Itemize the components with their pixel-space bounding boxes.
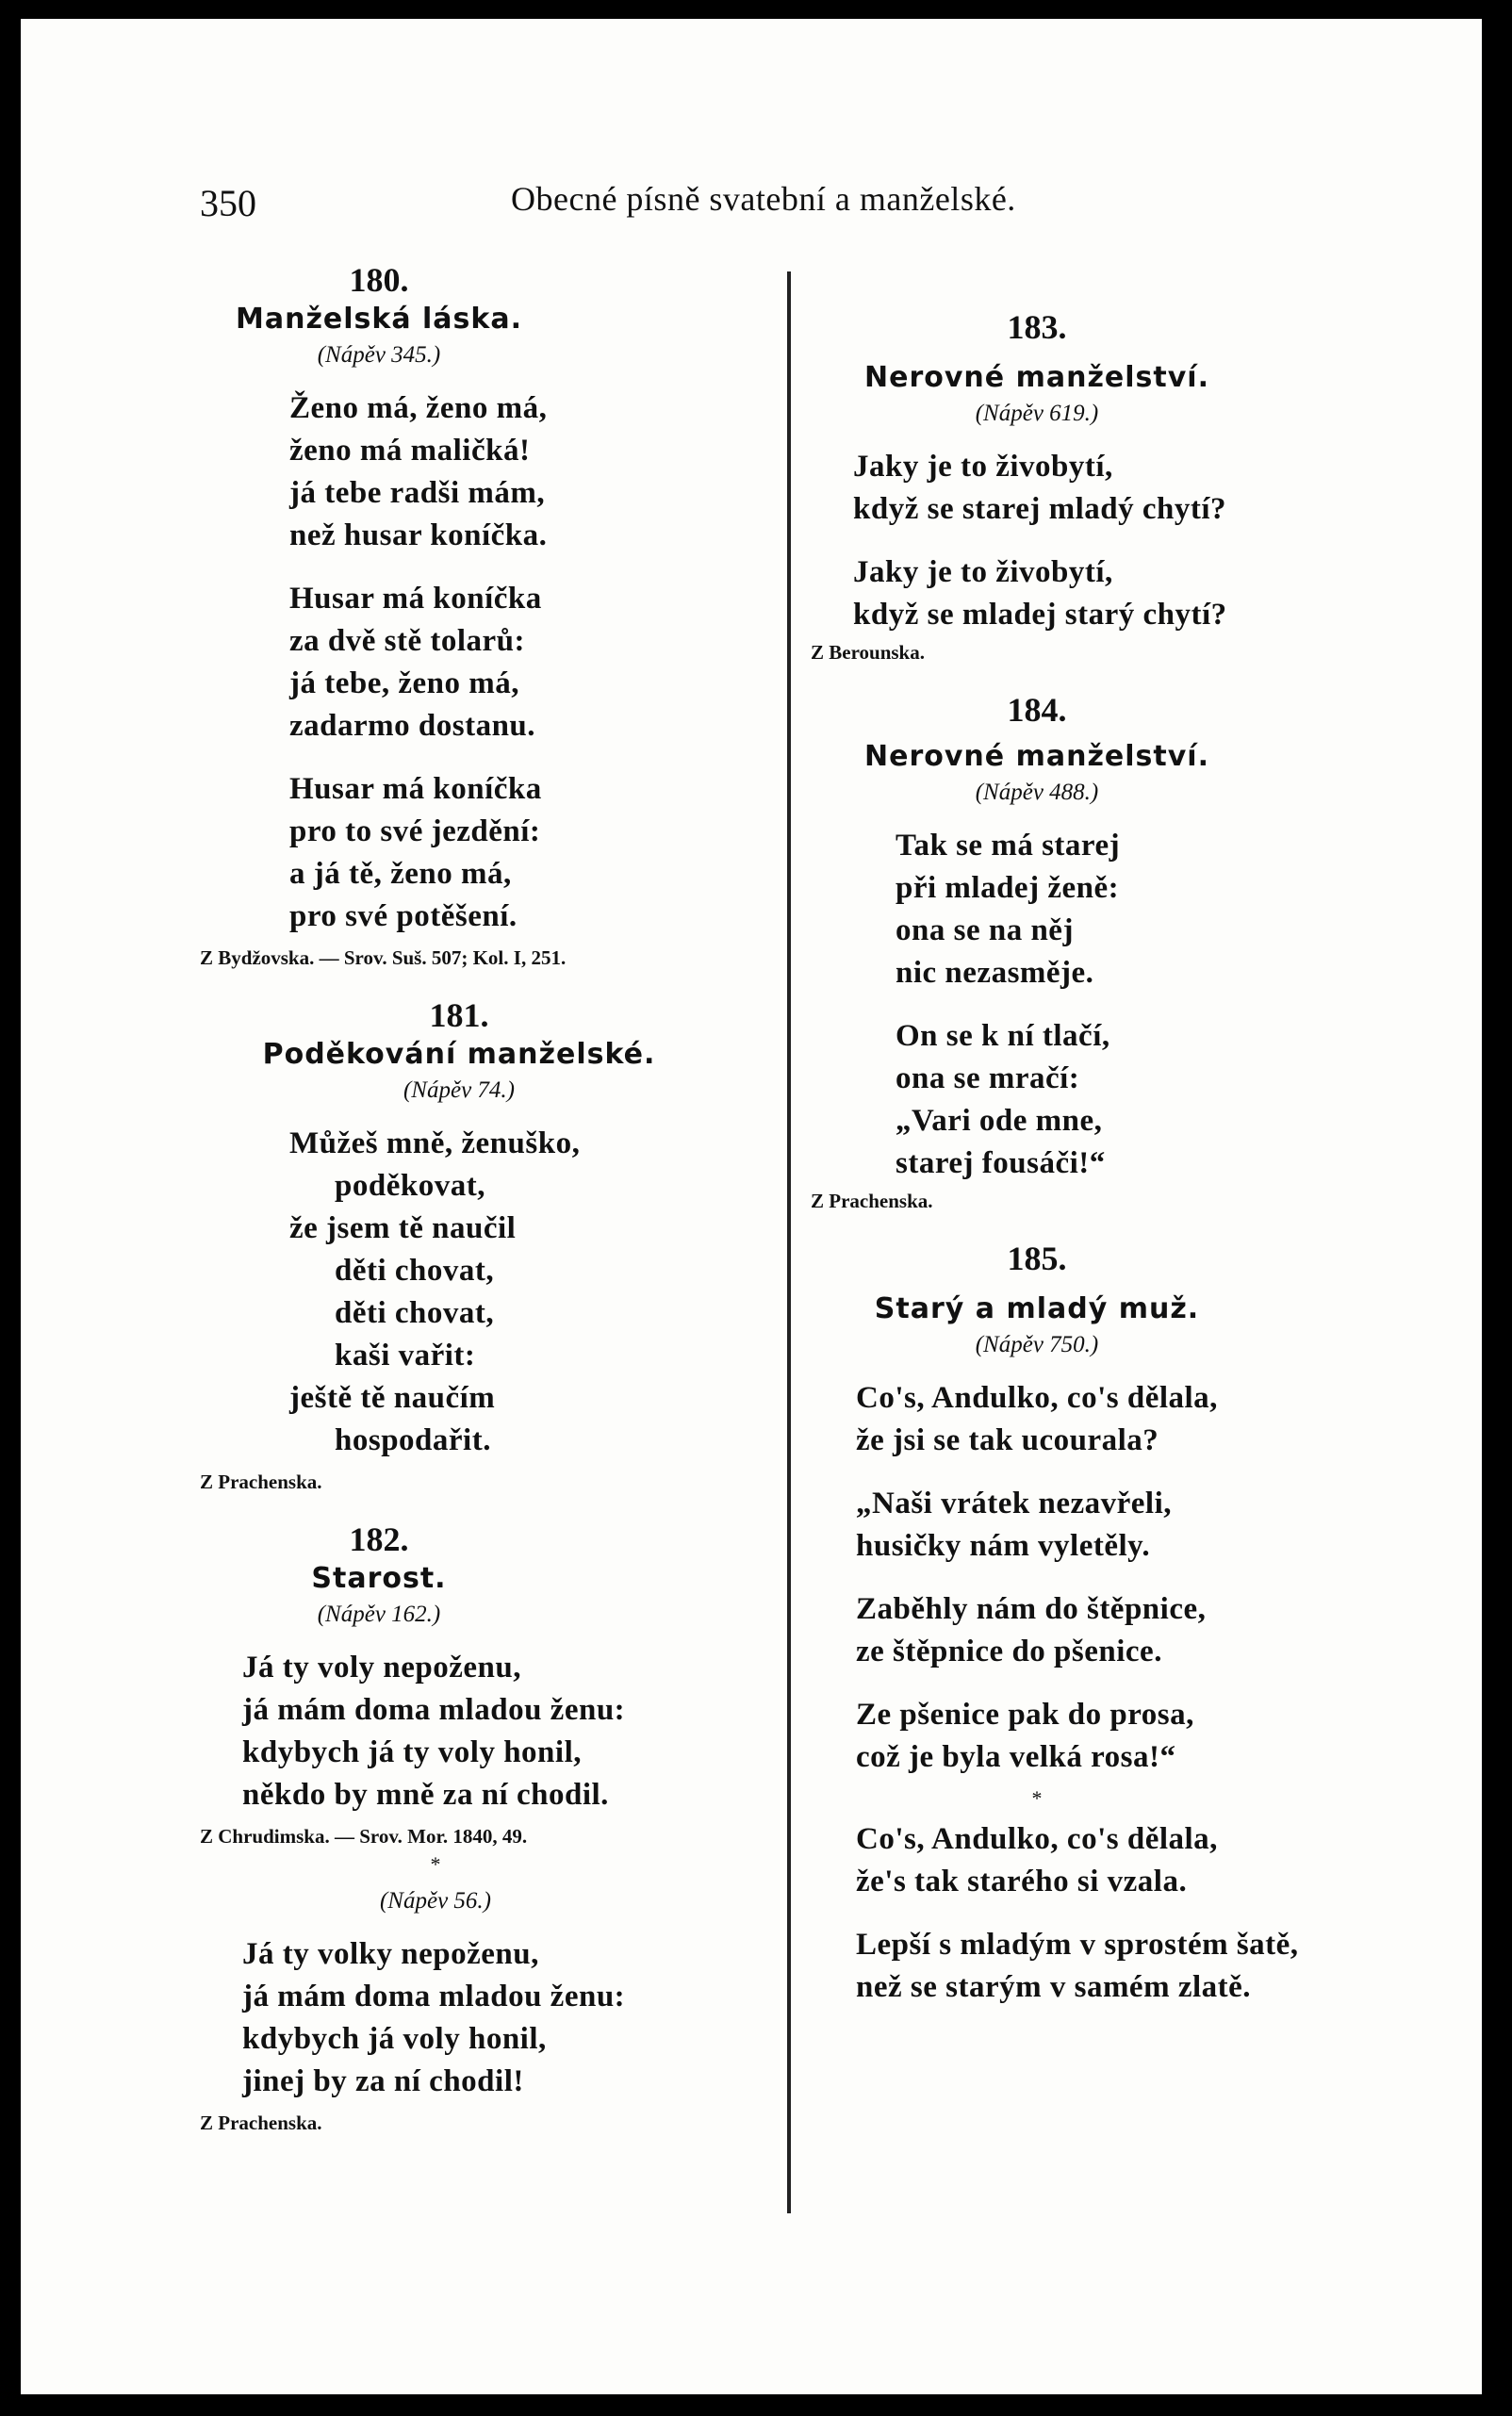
stanza	[811, 1015, 1414, 1185]
verse-line: Co's, Andulko, co's dělala,	[856, 1822, 1218, 1856]
verse-line: při mladej ženě:	[896, 871, 1120, 905]
song-title: Poděkování manželské.	[262, 1038, 656, 1071]
star-separator: *	[1031, 1786, 1043, 1810]
verse-line: já tebe radši mám,	[289, 476, 546, 510]
tune-reference: (Nápěv 345.)	[317, 342, 441, 368]
verse-line: Ženo má, ženo má,	[289, 391, 548, 425]
verse-line: ona se na něj	[896, 913, 1074, 947]
song-number: 181.	[429, 996, 489, 1034]
verse-line: když se mladej starý chytí?	[853, 598, 1227, 632]
stanza	[811, 1377, 1414, 1462]
song-182	[200, 1519, 794, 2137]
tune-reference: (Nápěv 56.)	[379, 1888, 492, 1914]
tune-reference: (Nápěv 619.)	[975, 401, 1099, 426]
song-181	[200, 994, 794, 1496]
tune-reference: (Nápěv 162.)	[317, 1602, 441, 1627]
book-page	[21, 19, 1482, 2394]
song-number: 182.	[349, 1520, 409, 1558]
page-number: 350	[200, 182, 256, 224]
source-note: Z Prachenska.	[200, 2112, 322, 2134]
verse-line: Husar má koníčka	[289, 582, 542, 616]
left-column	[200, 259, 794, 2160]
stanza	[811, 446, 1414, 531]
verse-line: když se starej mladý chytí?	[853, 492, 1227, 526]
tune-reference: (Nápěv 74.)	[403, 1077, 516, 1103]
verse-line: Já ty volky nepoženu,	[242, 1937, 539, 1971]
verse-line: ona se mračí:	[896, 1061, 1080, 1095]
verse-line: a já tě, ženo má,	[289, 857, 512, 891]
verse-line: někdo by mně za ní chodil.	[242, 1778, 609, 1812]
verse-line: kdybych já voly honil,	[242, 2022, 547, 2056]
stanza	[811, 551, 1414, 636]
verse-line: jinej by za ní chodil!	[242, 2064, 524, 2098]
verse-line: ze štěpnice do pšenice.	[856, 1635, 1162, 1668]
verse-line: Tak se má starej	[896, 829, 1121, 863]
verse-line: starej fousáči!“	[896, 1146, 1106, 1180]
stanza	[200, 1647, 794, 1816]
verse-line: „Naši vrátek nezavřeli,	[856, 1487, 1173, 1520]
verse-line: než se starým v samém zlatě.	[856, 1970, 1252, 2004]
verse-line: „Vari ode mne,	[896, 1104, 1103, 1138]
verse-line: než husar koníčka.	[289, 518, 548, 552]
verse-line: Já ty voly nepoženu,	[242, 1651, 522, 1685]
verse-line: Můžeš mně, ženuško,	[289, 1126, 581, 1160]
verse-line: Ze pšenice pak do prosa,	[856, 1698, 1194, 1732]
verse-line: za dvě stě tolarů:	[289, 624, 526, 658]
verse-line: Co's, Andulko, co's dělala,	[856, 1381, 1218, 1415]
running-head: Obecné písně svatební a manželské.	[511, 180, 1016, 218]
source-note: Z Berounska.	[811, 641, 925, 664]
song-183	[811, 306, 1414, 666]
song-title: Manželská láska.	[235, 303, 523, 336]
verse-line: Husar má koníčka	[289, 772, 542, 806]
verse-line: pro to své jezdění:	[289, 814, 541, 848]
song-title: Nerovné manželství.	[864, 740, 1209, 773]
stanza	[200, 1933, 794, 2103]
song-184	[811, 689, 1414, 1215]
verse-line: že jsem tě naučil	[289, 1211, 517, 1245]
verse-line: že's tak starého si vzala.	[856, 1865, 1188, 1898]
verse-line: děti chovat,	[335, 1296, 495, 1330]
verse-line: Jaky je to živobytí,	[853, 555, 1113, 589]
star-separator: *	[430, 1852, 441, 1876]
verse-line: že jsi se tak ucourala?	[856, 1423, 1159, 1457]
verse-line: Zaběhly nám do štěpnice,	[856, 1592, 1207, 1626]
stanza	[811, 1483, 1414, 1568]
stanza	[200, 578, 794, 748]
tune-reference: (Nápěv 488.)	[975, 780, 1099, 805]
verse-line: Jaky je to živobytí,	[853, 450, 1113, 484]
source-note: Z Bydžovska. — Srov. Suš. 507; Kol. I, 251.	[200, 946, 567, 969]
stanza	[200, 387, 794, 557]
stanza	[811, 1924, 1414, 2009]
song-180	[200, 259, 794, 972]
stanza	[811, 1694, 1414, 1779]
verse-line: nic nezasměje.	[896, 956, 1094, 990]
tune-reference: (Nápěv 750.)	[975, 1332, 1099, 1357]
source-note: Z Prachenska.	[811, 1190, 933, 1212]
stanza	[200, 768, 794, 938]
right-column	[811, 306, 1414, 2031]
verse-line: ještě tě naučím	[289, 1381, 496, 1415]
song-number: 180.	[349, 261, 409, 299]
verse-line: ženo má maličká!	[289, 434, 531, 468]
stanza	[811, 825, 1414, 994]
song-number: 184.	[1007, 691, 1067, 729]
verse-line: já tebe, ženo má,	[289, 666, 520, 700]
stanza	[811, 1818, 1414, 1903]
verse-line: poděkovat,	[335, 1169, 485, 1203]
verse-line: což je byla velká rosa!“	[856, 1740, 1176, 1774]
verse-line: hospodařit.	[335, 1423, 491, 1457]
source-note: Z Chrudimska. — Srov. Mor. 1840, 49.	[200, 1825, 528, 1848]
verse-line: husičky nám vyletěly.	[856, 1529, 1151, 1563]
song-185	[811, 1238, 1414, 2009]
song-title: Starost.	[311, 1562, 447, 1595]
verse-line: děti chovat,	[335, 1254, 495, 1288]
stanza	[200, 1123, 794, 1462]
verse-line: pro své potěšení.	[289, 899, 518, 933]
verse-line: já mám doma mladou ženu:	[242, 1693, 626, 1727]
song-number: 183.	[1007, 308, 1067, 346]
song-title: Nerovné manželství.	[864, 361, 1209, 394]
stanza	[811, 1588, 1414, 1673]
verse-line: kdybych já ty voly honil,	[242, 1735, 582, 1769]
verse-line: kaši vařit:	[335, 1339, 476, 1372]
verse-line: Lepší s mladým v sprostém šatě,	[856, 1928, 1299, 1962]
song-title: Starý a mladý muž.	[874, 1292, 1200, 1325]
verse-line: já mám doma mladou ženu:	[242, 1980, 626, 2013]
source-note: Z Prachenska.	[200, 1471, 322, 1493]
verse-line: On se k ní tlačí,	[896, 1019, 1110, 1053]
song-number: 185.	[1007, 1240, 1067, 1277]
verse-line: zadarmo dostanu.	[289, 709, 536, 743]
